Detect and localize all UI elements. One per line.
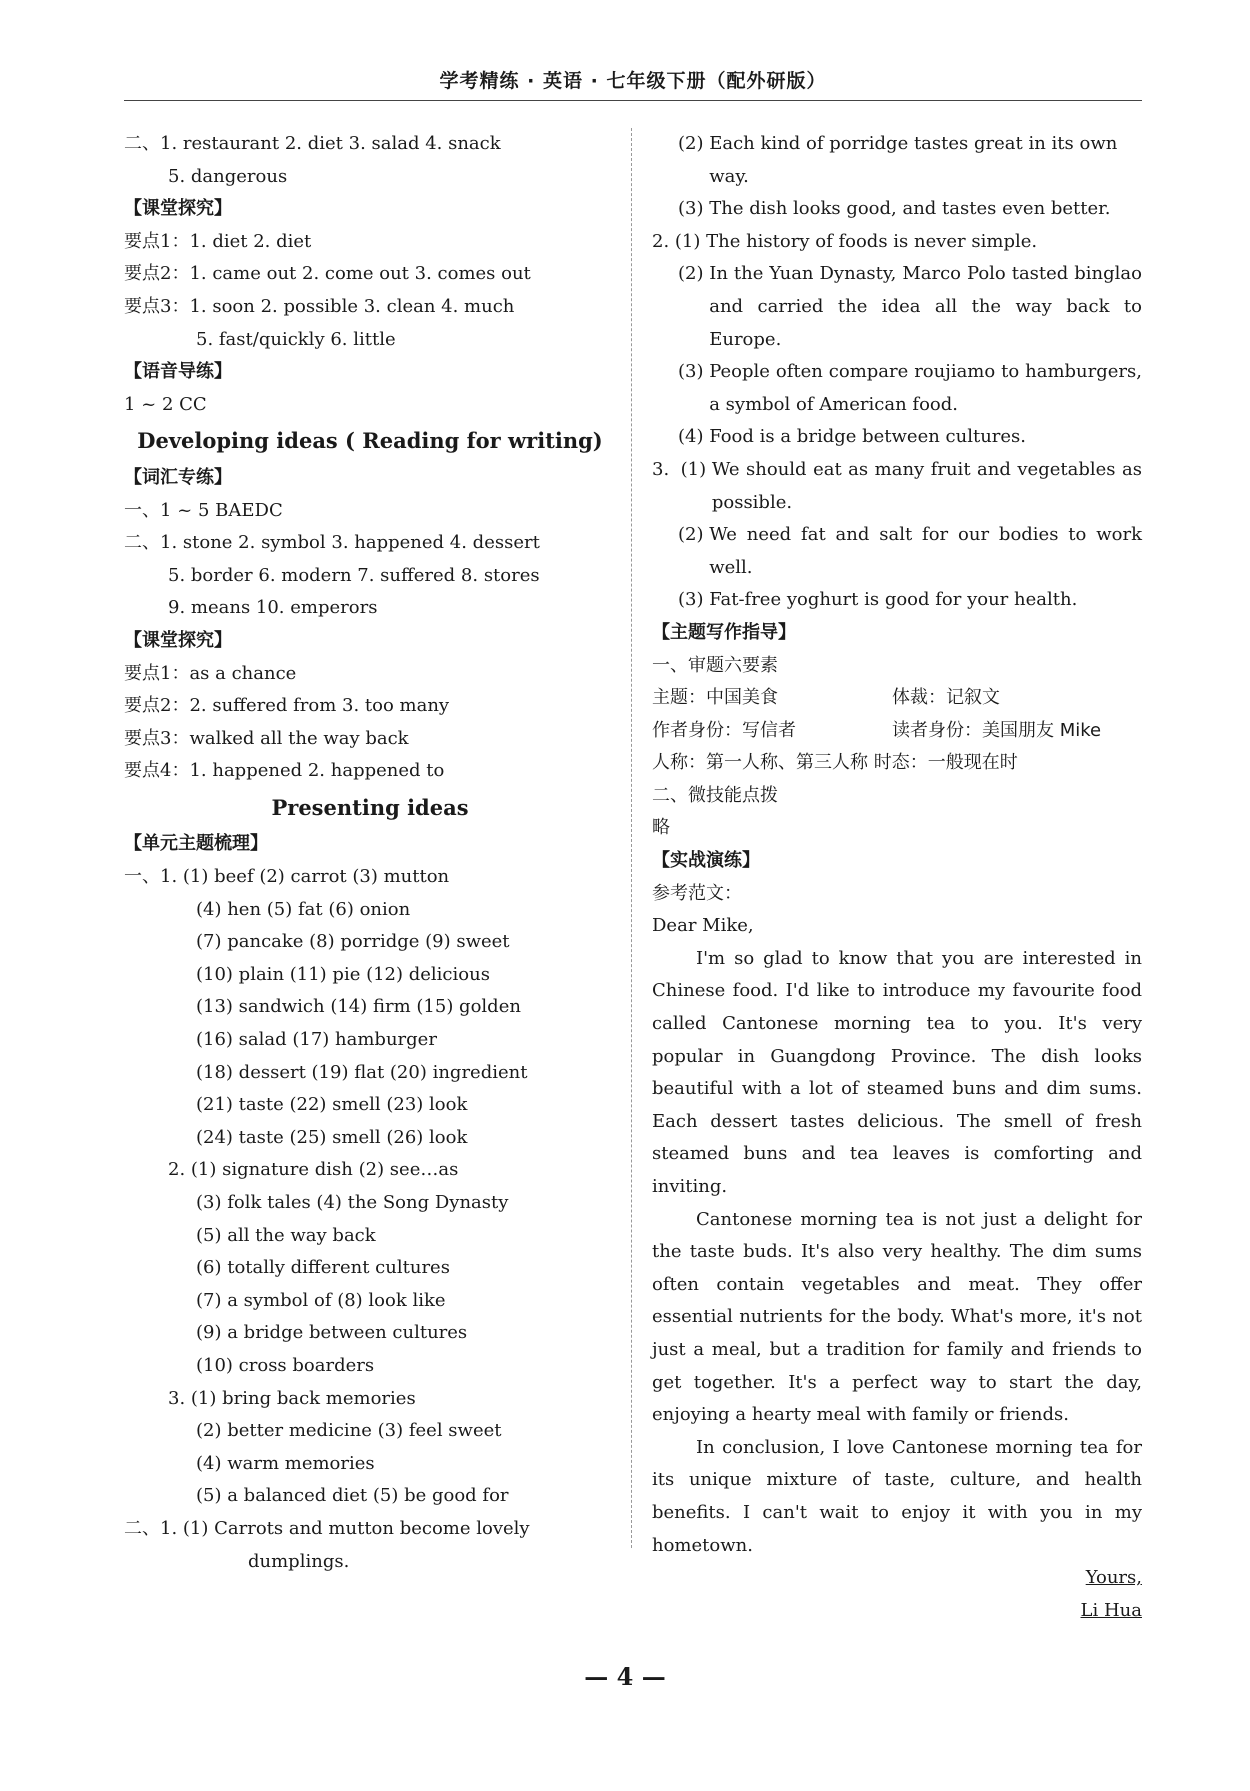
answer-line: 一、1 ~ 5 BAEDC — [124, 499, 283, 521]
section-heading: 【课堂探究】 — [124, 198, 232, 220]
running-header: 学考精练 · 英语 · 七年级下册（配外研版） — [124, 66, 1142, 101]
item-text: The dish looks good, and tastes even better. — [709, 198, 1111, 220]
answer-line: 9. means 10. emperors — [168, 597, 378, 619]
answer-line: 要点2：1. came out 2. come out 3. comes out — [124, 263, 531, 285]
item-text: Each kind of porridge tastes great in its own way. — [709, 133, 1118, 187]
answer-line: (18) dessert (19) flat (20) ingredient — [196, 1061, 528, 1083]
answer-line: 要点2：2. suffered from 3. too many — [124, 695, 450, 717]
answer-line: (5) a balanced diet (5) be good for — [196, 1485, 509, 1507]
item-number: (2) — [678, 263, 710, 285]
answer-item — [652, 258, 1142, 356]
answer-line: (16) salad (17) hamburger — [196, 1029, 437, 1051]
answer-line: 略 — [652, 817, 670, 839]
section-heading: 【语音导练】 — [124, 361, 232, 383]
item-text: We need fat and salt for our bodies to work well. — [709, 524, 1142, 578]
answer-line: 2. (1) signature dish (2) see…as — [168, 1159, 459, 1181]
answer-line: (3) Fat-free yoghurt is good for your health. — [678, 589, 1078, 611]
answer-line: 要点1：1. diet 2. diet — [124, 230, 312, 252]
answer-line: (4) hen (5) fat (6) onion — [196, 898, 411, 920]
answer-line: (2) better medicine (3) feel sweet — [196, 1420, 502, 1442]
item-text: We should eat as many fruit and vegetables as possible. — [711, 458, 1142, 513]
answer-line: (3) folk tales (4) the Song Dynasty — [196, 1192, 509, 1213]
letter-salutation: Dear Mike, — [652, 915, 754, 937]
item-number: 3. (1) — [652, 458, 712, 480]
section-heading: 【实战演练】 — [652, 850, 760, 872]
answer-line: 要点3：walked all the way back — [124, 727, 409, 749]
answer-line — [652, 682, 1142, 715]
answer-line: (6) totally different cultures — [196, 1257, 450, 1279]
answer-line: (10) cross boarders — [196, 1354, 375, 1376]
theme-label: 主题：中国美食 — [652, 687, 778, 709]
answer-line: 二、微技能点拨 — [652, 784, 778, 806]
answer-line: 3. (1) bring back memories — [168, 1387, 416, 1409]
answer-line: 要点3：1. soon 2. possible 3. clean 4. much — [124, 295, 515, 317]
answer-item — [652, 356, 1142, 421]
answer-line: 要点1：as a chance — [124, 662, 297, 684]
answer-line: 二、1. (1) Carrots and mutton become lovely — [124, 1517, 530, 1539]
answer-item — [652, 128, 1142, 193]
item-number: (3) — [678, 361, 710, 383]
section-heading: 【主题写作指导】 — [652, 621, 796, 643]
page-number: — 4 — — [584, 1662, 666, 1691]
genre-label: 体裁：记叙文 — [892, 687, 1000, 709]
answer-line — [652, 715, 1142, 748]
answer-line: 二、1. restaurant 2. diet 3. salad 4. snack — [124, 133, 501, 154]
answer-line: (4) warm memories — [196, 1452, 375, 1474]
signature-text: Li Hua — [1080, 1599, 1142, 1621]
letter-signature — [652, 1595, 1142, 1628]
answer-line: (21) taste (22) smell (23) look — [196, 1094, 468, 1116]
answer-line: 一、审题六要素 — [652, 654, 778, 676]
column-divider — [631, 128, 632, 1548]
answer-line: 人称：第一人称、第三人称 时态：一般现在时 — [652, 752, 1018, 774]
item-number: (2) — [678, 133, 710, 154]
right-column — [652, 128, 1142, 1627]
answer-line: (10) plain (11) pie (12) delicious — [196, 963, 490, 985]
answer-line: dumplings. — [248, 1550, 350, 1572]
answer-item — [652, 454, 1142, 519]
answer-line: 1 ~ 2 CC — [124, 393, 207, 415]
item-number: (3) — [678, 198, 710, 220]
letter-paragraph: Cantonese morning tea is not just a delight for the taste buds. It's also very healthy. The dim sums often contain vegetables and meat. They offer essential nutrients for the body. What's more, it's not just a meal, but a tradition for family and friends to get together. It's a perfect way to start the day, enjoying a hearty meal with family or friends. — [652, 1208, 1142, 1426]
answer-line: (7) a symbol of (8) look like — [196, 1289, 446, 1311]
answer-line: 要点4：1. happened 2. happened to — [124, 760, 445, 782]
answer-item — [652, 519, 1142, 584]
section-heading: 【单元主题梳理】 — [124, 833, 268, 855]
answer-line: 5. border 6. modern 7. suffered 8. stores — [168, 564, 540, 586]
item-text: People often compare roujiamo to hamburgers, a symbol of American food. — [709, 361, 1142, 415]
item-number: (2) — [678, 524, 710, 546]
section-heading: 【词汇专练】 — [124, 466, 232, 488]
letter-closing — [652, 1562, 1142, 1595]
answer-line: (13) sandwich (14) firm (15) golden — [196, 996, 521, 1018]
lesson-title: Presenting ideas — [271, 794, 469, 820]
answer-line: 二、1. stone 2. symbol 3. happened 4. dessert — [124, 532, 540, 554]
answer-line: (5) all the way back — [196, 1224, 376, 1246]
answer-line: (4) Food is a bridge between cultures. — [678, 426, 1027, 448]
section-heading: 【课堂探究】 — [124, 629, 232, 651]
left-column — [124, 128, 616, 1578]
answer-line: 一、1. (1) beef (2) carrot (3) mutton — [124, 866, 450, 888]
answer-line: (24) taste (25) smell (26) look — [196, 1126, 468, 1148]
answer-line: 5. dangerous — [168, 165, 288, 187]
letter-paragraph: In conclusion, I love Cantonese morning tea for its unique mixture of taste, culture, and health benefits. I can't wait to enjoy it with you in my hometown. — [652, 1436, 1142, 1556]
answer-line: (9) a bridge between cultures — [196, 1322, 468, 1344]
author-label: 作者身份：写信者 — [652, 719, 796, 741]
answer-item — [652, 193, 1142, 226]
closing-text: Yours, — [1085, 1567, 1142, 1589]
reader-label: 读者身份：美国朋友 Mike — [892, 719, 1102, 741]
answer-line: 2. (1) The history of foods is never simple. — [652, 230, 1038, 252]
answer-line: (7) pancake (8) porridge (9) sweet — [196, 931, 510, 953]
answer-line: 参考范文： — [652, 882, 742, 904]
letter-paragraph: I'm so glad to know that you are interested in Chinese food. I'd like to introduce my favourite food called Cantonese morning tea to you. It's very popular in Guangdong Province. The dish looks beautiful with a lot of steamed buns and dim sums. Each dessert tastes delicious. The smell of fresh steamed buns and tea leaves is comforting and inviting. — [652, 947, 1142, 1197]
answer-line: 5. fast/quickly 6. little — [196, 328, 396, 350]
lesson-title: Developing ideas ( Reading for writing) — [137, 428, 603, 454]
item-text: In the Yuan Dynasty, Marco Polo tasted binglao and carried the idea all the way back to Europe. — [709, 263, 1142, 350]
